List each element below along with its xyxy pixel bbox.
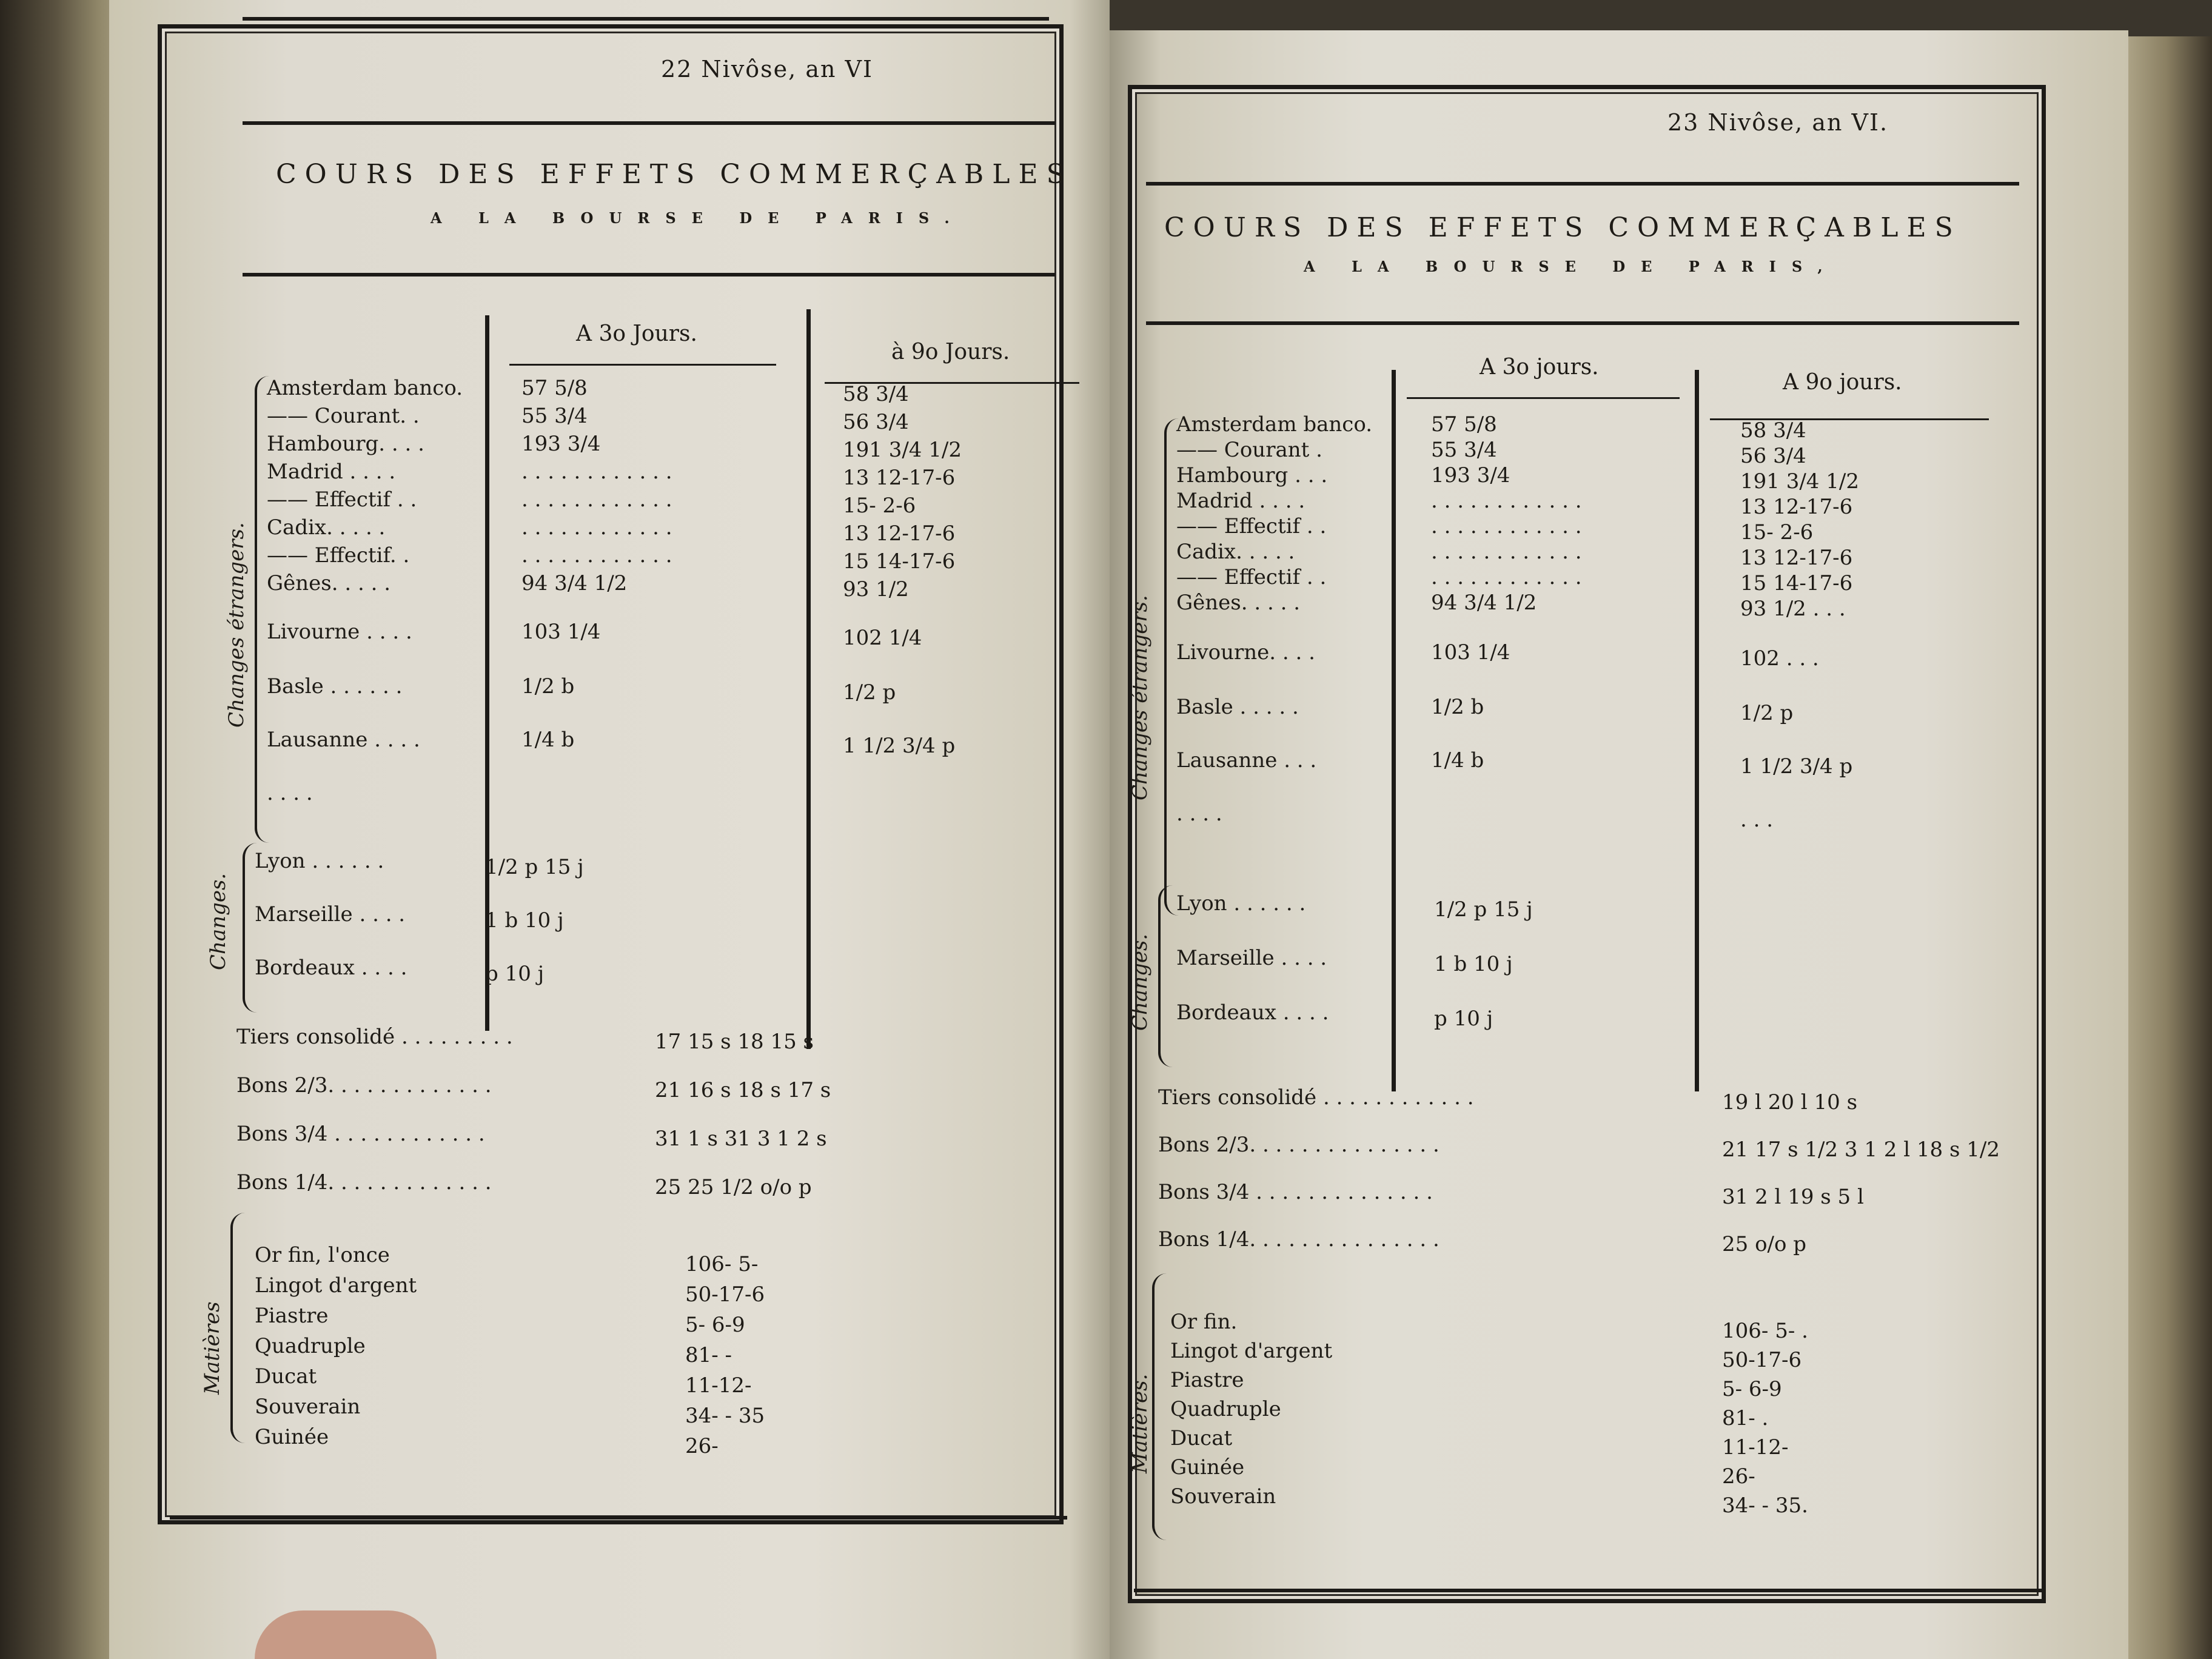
exchange-value-90: 15 14-17-6 bbox=[843, 549, 956, 574]
domestic-change-label: Lyon . . . . . . bbox=[255, 849, 384, 873]
exchange-value-90: 93 1/2 bbox=[843, 577, 909, 602]
exchange-value-90: 1 1/2 3/4 p bbox=[1740, 754, 1853, 779]
exchange-value-90: 191 3/4 1/2 bbox=[843, 438, 962, 462]
matiere-value: 106- 5- bbox=[685, 1252, 759, 1276]
exchange-label: Hambourg. . . . bbox=[267, 432, 424, 456]
matiere-value: 81- . bbox=[1722, 1406, 1769, 1430]
exchange-value-30: . . . . . . . . . . . . bbox=[521, 460, 672, 484]
exchange-label: —— Effectif . . bbox=[1176, 514, 1327, 538]
exchange-label: Lausanne . . . . bbox=[267, 728, 420, 752]
fonds-value: 25 o/o p bbox=[1722, 1232, 1807, 1256]
exchange-value-30: . . . . . . . . . . . . bbox=[1431, 565, 1582, 589]
matiere-label: Or fin, l'once bbox=[255, 1243, 390, 1267]
matiere-label: Or fin. bbox=[1170, 1310, 1238, 1334]
title-rule-top bbox=[1146, 182, 2019, 186]
brace-changes bbox=[1158, 885, 1173, 1067]
exchange-value-90: 15 14-17-6 bbox=[1740, 571, 1853, 595]
exchange-value-90: 58 3/4 bbox=[1740, 418, 1806, 443]
brace-matieres bbox=[230, 1213, 245, 1443]
exchange-value-30: 55 3/4 bbox=[1431, 438, 1497, 462]
matiere-label: Quadruple bbox=[1170, 1397, 1281, 1421]
fonds-value: 19 l 20 l 10 s bbox=[1722, 1090, 1858, 1114]
exchange-label: . . . . bbox=[267, 781, 313, 805]
matiere-value: 5- 6-9 bbox=[685, 1313, 745, 1337]
matiere-value: 26- bbox=[685, 1434, 719, 1458]
page-title: COURS DES EFFETS COMMERÇABLES bbox=[1164, 212, 1962, 243]
brace-matieres bbox=[1152, 1273, 1167, 1540]
exchange-value-30: . . . . . . . . . . . . bbox=[521, 515, 672, 540]
exchange-value-90: 13 12-17-6 bbox=[843, 466, 956, 490]
matiere-value: 26- bbox=[1722, 1464, 1755, 1489]
title-rule-top bbox=[243, 121, 1055, 125]
fonds-label: Bons 1/4. . . . . . . . . . . . . bbox=[236, 1170, 492, 1195]
domestic-change-label: Bordeaux . . . . bbox=[1176, 1000, 1329, 1025]
domestic-change-value-30: 1/2 p 15 j bbox=[485, 855, 584, 879]
matiere-value: 34- - 35 bbox=[685, 1404, 765, 1428]
domestic-change-value-30: 1/2 p 15 j bbox=[1434, 897, 1533, 922]
domestic-change-value-30: p 10 j bbox=[485, 962, 545, 986]
fonds-value: 21 16 s 18 s 17 s bbox=[655, 1078, 831, 1102]
section-label-changes: Changes. bbox=[1128, 933, 1152, 1031]
matiere-label: Ducat bbox=[1170, 1426, 1233, 1450]
exchange-value-90: 1/2 p bbox=[843, 680, 896, 705]
exchange-label: Madrid . . . . bbox=[267, 460, 396, 484]
exchange-label: Gênes. . . . . bbox=[1176, 591, 1301, 615]
matiere-label: Lingot d'argent bbox=[1170, 1339, 1333, 1363]
fonds-value: 21 17 s 1/2 3 1 2 l 18 s 1/2 bbox=[1722, 1138, 2000, 1162]
exchange-label: Hambourg . . . bbox=[1176, 463, 1328, 488]
exchange-value-30: . . . . . . . . . . . . bbox=[521, 543, 672, 568]
exchange-label: Cadix. . . . . bbox=[1176, 540, 1295, 564]
fonds-label: Bons 1/4. . . . . . . . . . . . . . . bbox=[1158, 1227, 1439, 1252]
section-label-changes-etrangers: Changes étrangers. bbox=[1128, 595, 1152, 800]
matiere-label: Souverain bbox=[255, 1395, 361, 1419]
domestic-change-label: Marseille . . . . bbox=[1176, 946, 1327, 970]
matiere-label: Piastre bbox=[255, 1304, 329, 1328]
exchange-label: Basle . . . . . . bbox=[267, 674, 403, 699]
domestic-change-value-30: 1 b 10 j bbox=[1434, 952, 1513, 976]
fonds-label: Tiers consolidé . . . . . . . . . . . . bbox=[1158, 1085, 1474, 1110]
exchange-value-30: 94 3/4 1/2 bbox=[521, 571, 628, 595]
left-page bbox=[109, 0, 1110, 1659]
exchange-label: —— Effectif . . bbox=[267, 488, 417, 512]
fonds-value: 31 2 l 19 s 5 l bbox=[1722, 1185, 1864, 1209]
exchange-value-30: 1/4 b bbox=[521, 728, 575, 752]
bottom-rule bbox=[1134, 1589, 2043, 1592]
fonds-label: Bons 3/4 . . . . . . . . . . . . . . bbox=[1158, 1180, 1433, 1204]
bottom-rule bbox=[170, 1516, 1067, 1520]
fonds-label: Bons 2/3. . . . . . . . . . . . . . . bbox=[1158, 1133, 1439, 1157]
running-head: 23 Nivôse, an VI. bbox=[1667, 109, 1889, 136]
exchange-value-30: 57 5/8 bbox=[521, 376, 588, 400]
matiere-label: Guinée bbox=[1170, 1455, 1245, 1480]
column-divider-30-90 bbox=[1695, 370, 1699, 1091]
exchange-value-90: 191 3/4 1/2 bbox=[1740, 469, 1859, 494]
exchange-label: Cadix. . . . . bbox=[267, 515, 386, 540]
fonds-value: 31 1 s 31 3 1 2 s bbox=[655, 1127, 827, 1151]
exchange-value-30: 103 1/4 bbox=[521, 620, 601, 644]
exchange-value-90: . . . bbox=[1740, 808, 1774, 832]
matiere-value: 50-17-6 bbox=[1722, 1348, 1802, 1372]
exchange-value-30: . . . . . . . . . . . . bbox=[1431, 540, 1582, 564]
exchange-label: —— Courant . bbox=[1176, 438, 1322, 462]
section-label-matieres: Matières. bbox=[1128, 1373, 1152, 1473]
matiere-label: Piastre bbox=[1170, 1368, 1244, 1392]
domestic-change-label: Bordeaux . . . . bbox=[255, 956, 407, 980]
title-rule-bottom bbox=[1146, 321, 2019, 325]
exchange-label: —— Effectif. . bbox=[267, 543, 410, 568]
column-head-30-rule bbox=[509, 364, 776, 366]
exchange-value-30: 57 5/8 bbox=[1431, 412, 1497, 437]
exchange-value-90: 1/2 p bbox=[1740, 701, 1794, 725]
matiere-value: 81- - bbox=[685, 1343, 732, 1367]
exchange-label: —— Effectif . . bbox=[1176, 565, 1327, 589]
exchange-value-30: 94 3/4 1/2 bbox=[1431, 591, 1537, 615]
exchange-value-90: 102 . . . bbox=[1740, 646, 1819, 671]
exchange-value-30: . . . . . . . . . . . . bbox=[1431, 514, 1582, 538]
exchange-label: Livourne. . . . bbox=[1176, 640, 1315, 665]
exchange-value-30: 193 3/4 bbox=[1431, 463, 1510, 488]
domestic-change-label: Lyon . . . . . . bbox=[1176, 891, 1306, 916]
matiere-label: Guinée bbox=[255, 1425, 329, 1449]
exchange-value-90: 1 1/2 3/4 p bbox=[843, 734, 956, 758]
exchange-value-90: 56 3/4 bbox=[843, 410, 909, 434]
domestic-change-label: Marseille . . . . bbox=[255, 902, 406, 927]
column-divider-30-90 bbox=[806, 309, 811, 1049]
column-head-90: à 9o Jours. bbox=[891, 340, 1010, 364]
page-subtitle: A LA BOURSE DE PARIS. bbox=[431, 209, 965, 227]
right-page-frame bbox=[1128, 85, 2046, 1603]
fonds-label: Tiers consolidé . . . . . . . . . bbox=[236, 1025, 513, 1049]
exchange-value-90: 13 12-17-6 bbox=[1740, 495, 1853, 519]
top-rule bbox=[243, 17, 1049, 21]
exchange-value-30: . . . . . . . . . . . . bbox=[1431, 489, 1582, 513]
exchange-value-90: 58 3/4 bbox=[843, 382, 909, 406]
exchange-value-30: 193 3/4 bbox=[521, 432, 601, 456]
book-edge-right bbox=[2121, 36, 2212, 1659]
exchange-label: Livourne . . . . bbox=[267, 620, 412, 644]
section-label-matieres: Matières bbox=[200, 1301, 224, 1395]
matiere-value: 11-12- bbox=[685, 1373, 752, 1398]
matiere-value: 34- - 35. bbox=[1722, 1493, 1808, 1518]
exchange-label: Basle . . . . . bbox=[1176, 695, 1299, 719]
running-head: 22 Nivôse, an VI bbox=[661, 56, 873, 82]
matiere-value: 5- 6-9 bbox=[1722, 1377, 1782, 1401]
exchange-value-90: 15- 2-6 bbox=[1740, 520, 1814, 545]
exchange-value-30: . . . . . . . . . . . . bbox=[521, 488, 672, 512]
exchange-label: Amsterdam banco. bbox=[267, 376, 463, 400]
section-label-changes-etrangers: Changes étrangers. bbox=[224, 522, 249, 728]
section-label-changes: Changes. bbox=[206, 873, 230, 970]
domestic-change-value-30: p 10 j bbox=[1434, 1007, 1493, 1031]
exchange-label: Amsterdam banco. bbox=[1176, 412, 1373, 437]
exchange-label: . . . . bbox=[1176, 802, 1222, 826]
exchange-value-90: 13 12-17-6 bbox=[1740, 546, 1853, 570]
exchange-label: Lausanne . . . bbox=[1176, 748, 1317, 773]
exchange-value-90: 15- 2-6 bbox=[843, 494, 916, 518]
column-divider-label bbox=[1392, 370, 1396, 1091]
right-page bbox=[1110, 30, 2128, 1659]
exchange-value-90: 56 3/4 bbox=[1740, 444, 1806, 468]
column-head-30: A 3o Jours. bbox=[576, 321, 697, 346]
fonds-value: 25 25 1/2 o/o p bbox=[655, 1175, 812, 1199]
exchange-label: Gênes. . . . . bbox=[267, 571, 391, 595]
matiere-value: 11-12- bbox=[1722, 1435, 1789, 1460]
fonds-label: Bons 3/4 . . . . . . . . . . . . bbox=[236, 1122, 485, 1146]
matiere-value: 106- 5- . bbox=[1722, 1319, 1808, 1343]
matiere-label: Quadruple bbox=[255, 1334, 366, 1358]
title-rule-bottom bbox=[243, 273, 1055, 276]
matiere-value: 50-17-6 bbox=[685, 1282, 765, 1307]
fonds-label: Bons 2/3. . . . . . . . . . . . . bbox=[236, 1073, 492, 1098]
exchange-label: Madrid . . . . bbox=[1176, 489, 1305, 513]
exchange-value-30: 1/2 b bbox=[521, 674, 575, 699]
matiere-label: Ducat bbox=[255, 1364, 317, 1389]
exchange-value-90: 102 1/4 bbox=[843, 626, 922, 650]
page-title: COURS DES EFFETS COMMERÇABLES bbox=[276, 159, 1073, 190]
exchange-label: —— Courant. . bbox=[267, 404, 420, 428]
column-head-30-rule bbox=[1407, 397, 1680, 399]
matiere-label: Lingot d'argent bbox=[255, 1273, 417, 1298]
exchange-value-30: 103 1/4 bbox=[1431, 640, 1510, 665]
exchange-value-90: 93 1/2 . . . bbox=[1740, 597, 1846, 621]
matiere-label: Souverain bbox=[1170, 1484, 1276, 1509]
exchange-value-30: 1/2 b bbox=[1431, 695, 1484, 719]
exchange-value-30: 1/4 b bbox=[1431, 748, 1484, 773]
fonds-value: 17 15 s 18 15 s bbox=[655, 1030, 814, 1054]
left-page-frame bbox=[158, 24, 1064, 1524]
domestic-change-value-30: 1 b 10 j bbox=[485, 908, 564, 933]
thumb bbox=[255, 1610, 437, 1659]
exchange-value-30: 55 3/4 bbox=[521, 404, 588, 428]
page-subtitle: A LA BOURSE DE PARIS, bbox=[1304, 258, 1838, 275]
column-head-90: A 9o jours. bbox=[1783, 370, 1902, 395]
exchange-value-90: 13 12-17-6 bbox=[843, 521, 956, 546]
column-head-30: A 3o jours. bbox=[1480, 355, 1599, 380]
